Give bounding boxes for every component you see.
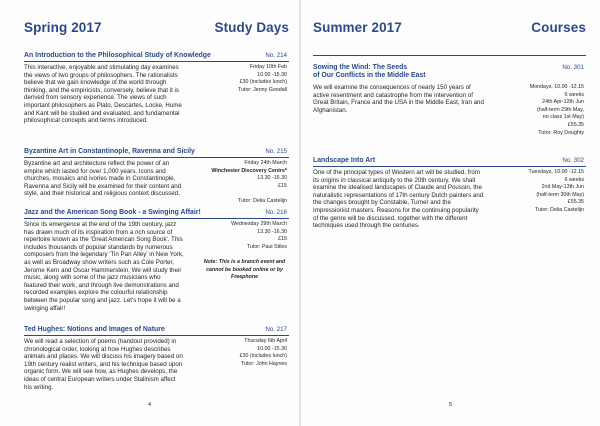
course-date: Wednesday 29th March bbox=[231, 221, 287, 227]
course-description: We will read a selection of poems (handout provided) in chronological order, looking at how Hughes describes animals and places. We will discuss his imagery based on 19th century realist writers, and his technique based upon organic form. We will see how, as Hughes develops, the ideas of central European writers under Stalinism affect his writing. bbox=[24, 338, 183, 391]
term-heading: Summer 2017 bbox=[313, 20, 402, 35]
course-number: No. 214 bbox=[265, 52, 287, 59]
course-dates: 2nd May-13th Jun bbox=[541, 184, 584, 191]
course-details bbox=[238, 64, 287, 94]
course-description: This interactive, enjoyable and stimulating day examines the views of two groups of philosophers. The rationalists believe that we gain knowledge of the world through thinking, and the empiricists, conversely, believe that it is derived from sensory experience. The views of such important philosophers as Plato, Descartes, Locke, Hume and Kant will be studied and evaluated, and fundamental philosophical concepts and terms introduced. bbox=[24, 64, 182, 125]
page-number: 4 bbox=[148, 402, 152, 408]
course-schedule: Tuesdays, 10.00 -12.15 bbox=[528, 169, 584, 175]
course-dates: 24th Apr-12th Jun bbox=[542, 99, 584, 106]
course-weeks: 6 weeks bbox=[564, 176, 584, 183]
course-fee: £30 (includes lunch) bbox=[239, 79, 287, 86]
course-title: Byzantine Art in Constantinople, Ravenna and Sicily bbox=[24, 148, 195, 155]
course-number: No. 217 bbox=[265, 326, 287, 333]
course-details bbox=[530, 84, 584, 137]
course-date: Friday 10th Feb bbox=[249, 64, 287, 70]
course-fee: £55.35 bbox=[567, 199, 584, 206]
course-tutor: Tutor: Roy Doughty bbox=[538, 129, 584, 136]
course-title: Landscape Into Art bbox=[313, 157, 376, 164]
course-time: 13.30 -16.30 bbox=[257, 175, 287, 182]
course-details bbox=[240, 338, 287, 368]
course-tutor: Tutor: Jenny Goodall bbox=[238, 86, 287, 93]
course-weeks: 6 weeks bbox=[564, 91, 584, 98]
course-time: 13.30 -16.30 bbox=[257, 228, 287, 235]
section-heading: Study Days bbox=[214, 20, 289, 35]
course-tutor: Tutor: Delia Castelijn bbox=[535, 206, 584, 213]
divider bbox=[24, 218, 289, 219]
course-tutor: Tutor: John Haynes bbox=[240, 360, 287, 367]
course-no-class: no class 1st May) bbox=[542, 114, 584, 121]
divider bbox=[24, 157, 289, 158]
course-half-term: (half-term 29th May, bbox=[537, 106, 584, 113]
course-details bbox=[202, 221, 287, 282]
course-time: 10.00 -15.30 bbox=[257, 345, 287, 352]
course-fee: £55.35 bbox=[567, 121, 584, 128]
course-details bbox=[529, 169, 584, 215]
course-time: 10.00 -15.30 bbox=[257, 71, 287, 78]
course-number: No. 302 bbox=[562, 157, 584, 164]
course-date: Thursday 6th April bbox=[244, 338, 287, 344]
course-entry-301 bbox=[313, 64, 586, 146]
course-title: Ted Hughes: Notions and Images of Nature bbox=[24, 326, 165, 333]
course-tutor: Tutor: Paul Stiles bbox=[246, 243, 287, 250]
left-page-header bbox=[24, 10, 289, 40]
divider bbox=[24, 61, 289, 62]
course-entry-302 bbox=[313, 157, 586, 247]
course-details bbox=[211, 160, 287, 206]
booking-note: Note: This is a branch event and cannot be booked online or by Freephone bbox=[203, 258, 286, 281]
course-schedule: Mondays, 10.00 -12.15 bbox=[529, 84, 584, 90]
course-title-line: Sowing the Wind: The Seeds bbox=[313, 64, 408, 71]
course-entry-215 bbox=[24, 148, 289, 206]
course-fee: £15 bbox=[278, 236, 287, 243]
page-number: 5 bbox=[449, 402, 453, 408]
course-entry-216 bbox=[24, 209, 289, 323]
course-fee: £15 bbox=[278, 182, 287, 189]
course-description: One of the principal types of Western art will be studied, from its origins in classical antiquity to the 20th century. We shall examine the idealised landscapes of Claude and Poussin, the naturalistic representations of 17th century Dutch painters and the changes brought by Constable, Turner and the Impressionist masters. Reasons for the continuing popularity of the genre will be discussed, together with the different techniques used through the centuries. bbox=[313, 169, 484, 230]
left-page bbox=[0, 0, 299, 426]
course-fee: £30 (includes lunch) bbox=[239, 353, 287, 360]
term-heading: Spring 2017 bbox=[24, 20, 102, 35]
course-date: Friday 24th March bbox=[244, 160, 287, 166]
course-title: An Introduction to the Philosophical Study of Knowledge bbox=[24, 52, 211, 59]
course-number: No. 216 bbox=[265, 209, 287, 216]
divider bbox=[313, 166, 586, 167]
course-tutor: Tutor: Delia Castelijn bbox=[238, 197, 287, 204]
right-page-header bbox=[313, 10, 586, 40]
section-heading: Courses bbox=[531, 20, 586, 35]
course-title-line: of Our Conflicts in the Middle East bbox=[313, 72, 426, 80]
course-description: We will examine the consequences of nearly 150 years of active resentment and catastrophe from the intervention of Great Britain, France and the USA in the Middle East, Iran and Afghanistan. bbox=[313, 84, 484, 114]
course-title bbox=[313, 64, 426, 81]
divider bbox=[24, 335, 289, 336]
divider bbox=[313, 55, 586, 56]
course-entry-217 bbox=[24, 326, 289, 398]
course-number: No. 215 bbox=[265, 148, 287, 155]
course-title: Jazz and the American Song Book - a Swinging Affair! bbox=[24, 209, 201, 216]
right-page bbox=[301, 0, 600, 426]
course-number: No. 301 bbox=[562, 64, 584, 71]
course-venue: Winchester Discovery Centre* bbox=[211, 167, 287, 174]
course-description: Since its emergence at the end of the 19th century, jazz has drawn much of its inspiration from a rich source of repertoire known as the 'Great American Song Book'. This includes thousands of popular standards by numerous composers from the legendary 'Tin Pan Alley' in New York, as well as Broadway show writers such as Cole Porter, Jerome Kern and Oscar Hammerstein. We will study their music, along with some of the jazz musicians who featured their work, and through live demonstrations and recorded examples explore the colourful relationship between the popular song and jazz. Let's hope it will be a swinging affair! bbox=[24, 221, 184, 312]
course-description: Byzantine art and architecture reflect the power of an empire which lasted for over 1,000 years. Icons and churches, mosaics and ivories made in Constantinople, Ravenna and Sicily will be examined for their content and style, and their historical and religious context discussed. bbox=[24, 160, 182, 198]
course-half-term: (half-term 30th May) bbox=[536, 191, 584, 198]
course-entry-214 bbox=[24, 52, 289, 144]
